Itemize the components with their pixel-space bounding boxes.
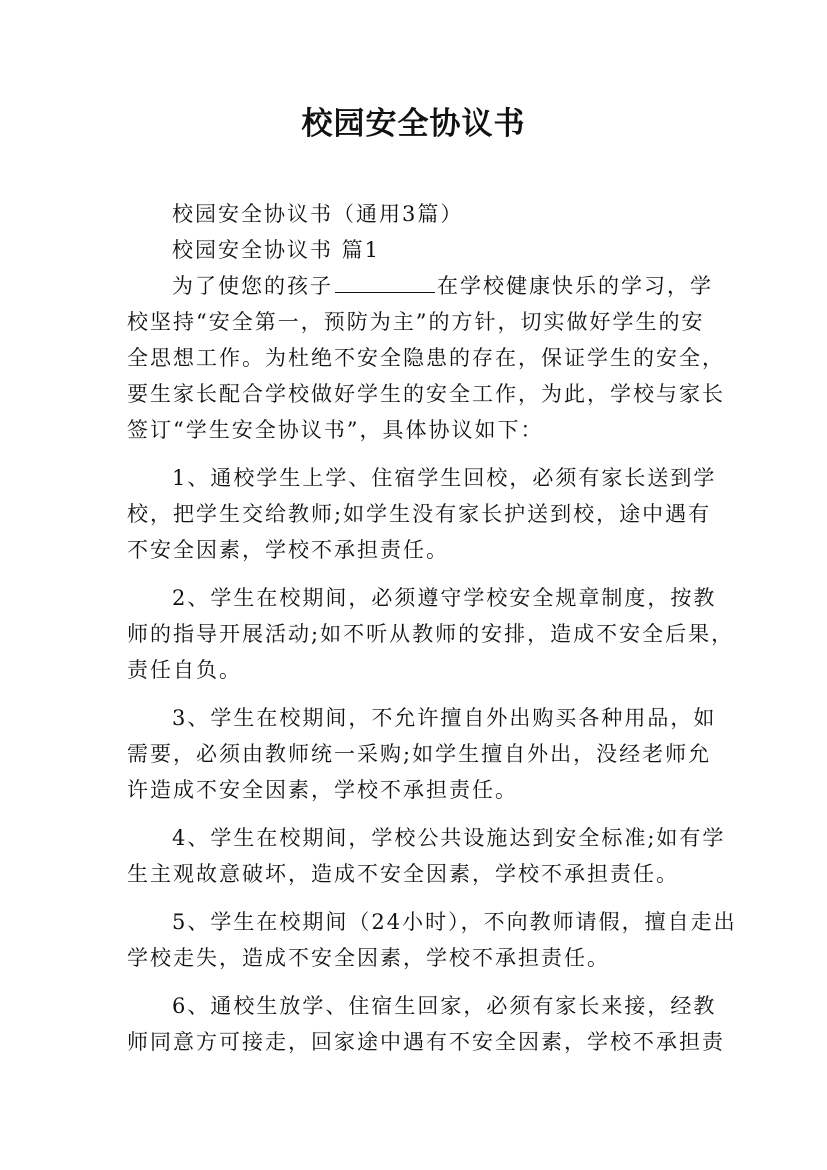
clause-3 xyxy=(127,700,717,808)
intro-text: 为了使您的孩子 xyxy=(172,274,333,298)
clause-line: 5、学生在校期间（24小时），不向教师请假，擅自走出 xyxy=(172,910,737,934)
clause-6 xyxy=(127,988,725,1060)
clause-5 xyxy=(127,904,737,976)
clause-line: 不安全因素，学校不承担责任。 xyxy=(127,538,449,562)
clause-line: 生主观故意破坏，造成不安全因素，学校不承担责任。 xyxy=(127,862,679,886)
clause-line: 2、学生在校期间，必须遵守学校安全规章制度，按教 xyxy=(172,586,717,610)
document-subtitle: 校园安全协议书（通用3篇） xyxy=(172,202,464,226)
clause-line: 校，把学生交给教师;如学生没有家长护送到校，途中遇有 xyxy=(127,502,712,526)
clause-line: 3、学生在校期间，不允许擅自外出购买各种用品，如 xyxy=(172,706,717,730)
child-name-blank xyxy=(335,274,435,293)
clause-line: 4、学生在校期间，学校公共设施达到安全标准;如有学 xyxy=(172,826,726,850)
section-heading: 校园安全协议书 篇1 xyxy=(172,238,381,262)
intro-line: 签订“学生安全协议书”，具体协议如下： xyxy=(127,418,544,442)
clause-line: 需要，必须由教师统一采购;如学生擅自外出，没经老师允 xyxy=(127,742,712,766)
clause-2 xyxy=(127,580,735,688)
document-title: 校园安全协议书 xyxy=(301,106,526,142)
clause-line: 许造成不安全因素，学校不承担责任。 xyxy=(127,778,518,802)
intro-line: 要生家长配合学校做好学生的安全工作，为此，学校与家长 xyxy=(127,382,725,406)
intro-paragraph xyxy=(127,268,725,448)
clause-1 xyxy=(127,460,717,568)
clause-line: 师的指导开展活动;如不听从教师的安排，造成不安全后果， xyxy=(127,622,735,646)
intro-line xyxy=(127,268,713,304)
clause-line: 师同意方可接走，回家途中遇有不安全因素，学校不承担责 xyxy=(127,1030,725,1054)
document-body xyxy=(127,196,737,1060)
intro-line: 全思想工作。为杜绝不安全隐患的存在，保证学生的安全， xyxy=(127,346,725,370)
clause-line: 责任自负。 xyxy=(127,658,242,682)
intro-line: 校坚持“安全第一，预防为主”的方针，切实做好学生的安 xyxy=(127,310,705,334)
clause-line: 1、通校学生上学、住宿学生回校，必须有家长送到学 xyxy=(172,466,717,490)
clause-4 xyxy=(127,820,726,892)
intro-text: 在学校健康快乐的学习，学 xyxy=(437,274,713,298)
clause-line: 6、通校生放学、住宿生回家，必须有家长来接，经教 xyxy=(172,994,717,1018)
clause-line: 学校走失，造成不安全因素，学校不承担责任。 xyxy=(127,946,610,970)
